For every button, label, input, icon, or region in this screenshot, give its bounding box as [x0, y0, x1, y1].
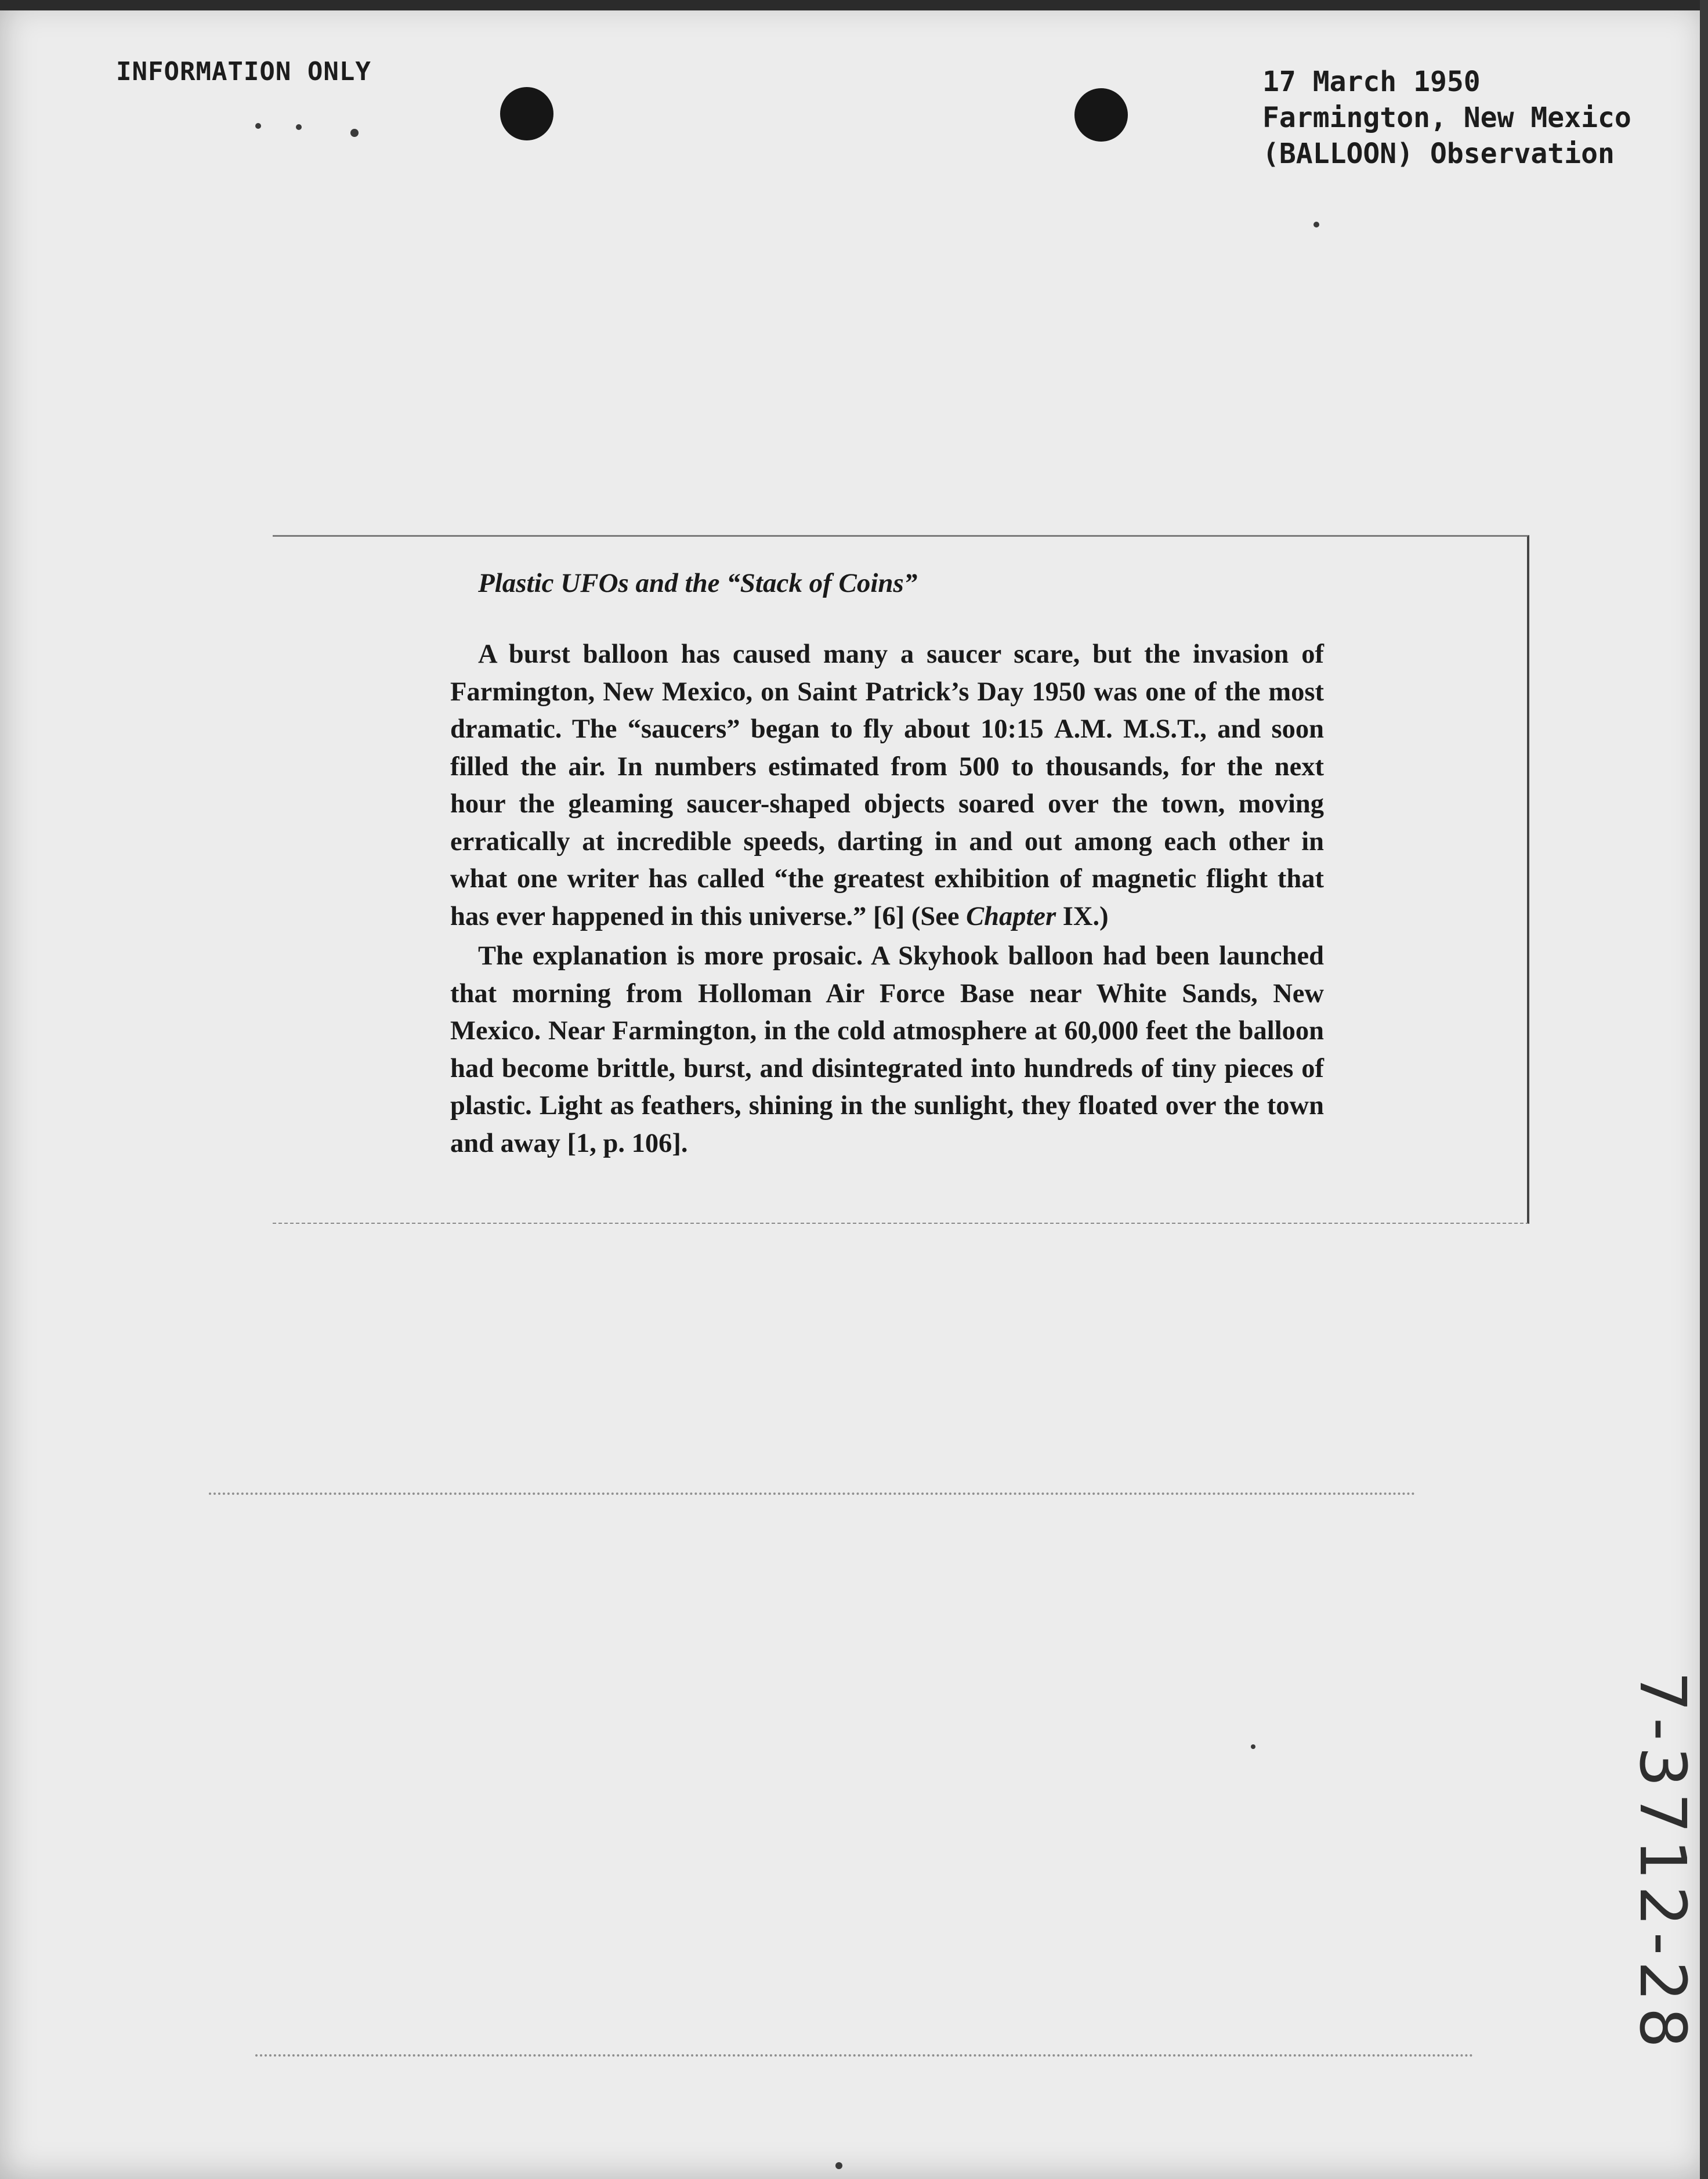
classification-label: INFORMATION ONLY [116, 57, 371, 86]
excerpt-paragraph-2: The explanation is more prosaic. A Skyhook balloon had been launched that morning from Holloman Air Force Base near White Sands, New Mexico. Near Farmington, in the cold atmosphere at 60,000 feet the balloon had become brittle, burst, and disintegrated into hundreds of tiny pieces of plastic. Light as feathers, shining in the sunlight, they floated over the town and away [1, p. 106]. [450, 941, 1324, 1158]
report-header [1262, 64, 1631, 172]
excerpt-paragraph-1: A burst balloon has caused many a saucer scare, but the invasion of Farmington, New Mexico, on Saint Patrick’s Day 1950 was one of the most dramatic. The “saucers” began to fly about 10:15 A.M. M.S.T., and soon filled the air. In numbers estimated from 500 to thousands, for the next hour the gleaming saucer-shaped objects soared over the town, moving erratically at incredible speeds, darting in and out among each other in what one writer has called “the greatest exhibition of magnetic flight that has ever happened in this universe.” [6] (See Chapter IX.) [450, 639, 1324, 931]
handwritten-file-number: 7-3712-28 [1626, 1671, 1700, 2054]
scan-artifact-line [255, 2054, 1474, 2057]
scan-artifact-line [209, 1493, 1416, 1495]
scan-top-border [0, 0, 1708, 10]
scan-speck [1251, 1744, 1255, 1749]
scan-speck [835, 2162, 842, 2169]
scan-speck [255, 123, 261, 129]
book-excerpt [450, 568, 1324, 1162]
punch-hole-left [500, 87, 553, 140]
scan-speck [296, 124, 302, 130]
scan-speck [1313, 222, 1319, 227]
report-location: Farmington, New Mexico [1262, 102, 1631, 134]
scan-right-border [1700, 0, 1708, 2179]
scan-speck [350, 129, 359, 137]
punch-hole-right [1074, 88, 1128, 142]
excerpt-title: Plastic UFOs and the “Stack of Coins” [478, 568, 918, 598]
report-date: 17 March 1950 [1262, 66, 1481, 98]
report-type: (BALLOON) Observation [1262, 138, 1615, 170]
